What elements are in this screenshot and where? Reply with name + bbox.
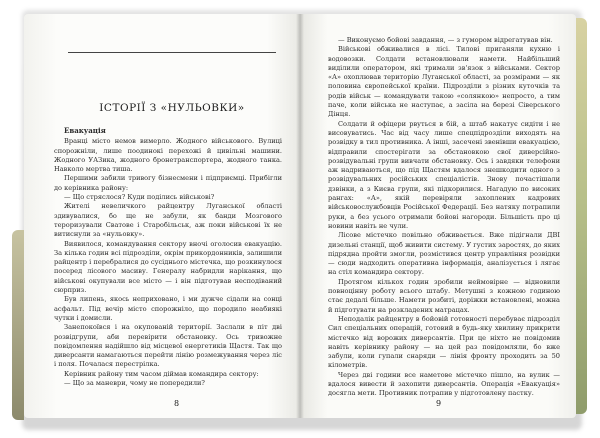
- paragraph: Через дві години все наметове містечко пішло, на вулик — вдалося вивести й захопити диверсантів. Операція «Евакуація» досягла мети. Противник потрапив у підготовлену пастку.: [328, 370, 560, 398]
- paragraph: Військові обживалися в лісі. Тилові приганяли кухню і водовозки. Солдати встановлювали намети. Найбільший виділили оператором, які тримали зв'язок з військами. Сектор «А» охоплював територію Луганської області, за розмірами — як половина європейської країни. Підрозділи з різних куточків та родів військ — командувати такою «солянкою» непросто, а тим паче, коли війська не наступає, а засіла на березі Сіверського Дінця.: [328, 45, 560, 119]
- paragraph: Неподалік райцентру в бойовій готовності перебуває підрозділ Сил спеціальних операцій, готовий в будь-яку хвилину прикрити містечко від ворожих диверсантів. При це ніхто не повідомив навіть керівнику району — на цей раз повідомляли, бо вже забули, коли гупали снаряди — лінія фронту проходить за 50 кілометрів.: [328, 314, 560, 370]
- paragraph: Лісове містечко повільно обживається. Вже підігнали ДВІ дизельні станції, щоб живити систему. У густих заростях, до яких підрядна пройти змогли, розмістився центр управління розвідки — сюди надходить оперативна інформація, аналізується і лягає на стіл командира сектору.: [328, 231, 560, 277]
- paragraph: Жителі невеличкого райцентру Луганської області здивувалися, бо ще не забули, як банди Мозгового тероризували Сватове і Старобільськ, аж поки військові їх не витиснули за «нульовку».: [54, 202, 282, 239]
- paragraph: — Що стряслося? Куди поділись військові?: [64, 193, 215, 202]
- paragraph: Протягом кількох годин зробили неймовірне — відновили повноцінну роботу всього штабу. Метушні з кожною годиною стає дедалі більше. Намети розбиті, доріжки встановлені, можна й підготувати на розкладених матрацах.: [328, 277, 560, 314]
- title-rule: [68, 52, 276, 53]
- paragraph: Виявилося, командування сектору вночі оголосив евакуацію. За кілька годин всі підрозділи, окрім прикордонників, залишили райцентр і перебралися до сусіднього містечка, що розкинулося посеред лісового масиву. Генералу набридли нарікання, що військові окупували все місто — і він підготував несподіваний сюрприз.: [54, 239, 282, 295]
- paragraph: Був липень, якось неприховано, і ми дужче сідали на сонці асфальт. Під вечір місто спорожніло, що породило неабиякі чутки і домисли.: [54, 295, 282, 322]
- left-page: [24, 14, 300, 418]
- section-heading: Евакуація: [64, 126, 106, 135]
- right-page-text: [328, 36, 560, 399]
- paragraph: — Виконуємо бойові завдання, — з гумором відрегатував він.: [338, 36, 553, 44]
- paragraph: Першими забили тривогу бізнесмени і підприємці. Прибігли до керівника району:: [54, 174, 282, 192]
- paragraph: Солдати й офіцери рвуться в бій, а штаб накатує сидіти і не висовуватись. Час від часу лише спецпідрозділи виходять на розвідку в тил противника. А інші, засечені звенівши евакуацією, відправили спостерігати за обстановкою свої диверсійно-розвідувальні групи вивчати обстановку. Ось і завдяки телефони аж надриваються, що під Щастям вдалося знешкодити одного з розвідувальних російських спеціалістів. Знову почастішали дзвінки, а з Києва групи, які підкорилися. Нагадую по високих рангах: «А», якій перевіряли захоплених кадрових військовослужбовців Російської Федерації. Без натяку потрапили руки, а без усього отримали бойові нагороди. Більшість про ці новини навіть не чули.: [328, 119, 560, 230]
- paragraph: — Що за маневри, чому не попередили?: [64, 379, 205, 388]
- left-page-text: [54, 126, 282, 388]
- page-number: 9: [436, 399, 442, 408]
- book-gutter: [296, 14, 304, 418]
- chapter-title: ІСТОРІЇ З «НУЛЬОВКИ»: [99, 102, 245, 114]
- paragraph: Керівник району тим часом діймав командира сектору:: [64, 369, 259, 378]
- paragraph: Занепокоївся і на окупованій території. Заслали в піт дві розвідгрупи, аби перевірити обстановку. Ось тривожне повідомлення надійшло від місцевої енергетиків Щастя. Так що диверсанти намагаються перейти лінію розмежування через ліс і поля. Почалася перестрілка.: [54, 323, 282, 369]
- page-number: 8: [174, 399, 180, 408]
- right-page: [300, 14, 576, 418]
- paragraph: Вранці місто немов вимерло. Жодного військового. Вулиці спорожніли, лише поодинокі перехожі й цивільні машини. Жодного УАЗика, жодного бронетранспортера, жодного танка. Навколо мертва тиша.: [54, 137, 282, 174]
- book-cover-edge-left: [12, 230, 24, 420]
